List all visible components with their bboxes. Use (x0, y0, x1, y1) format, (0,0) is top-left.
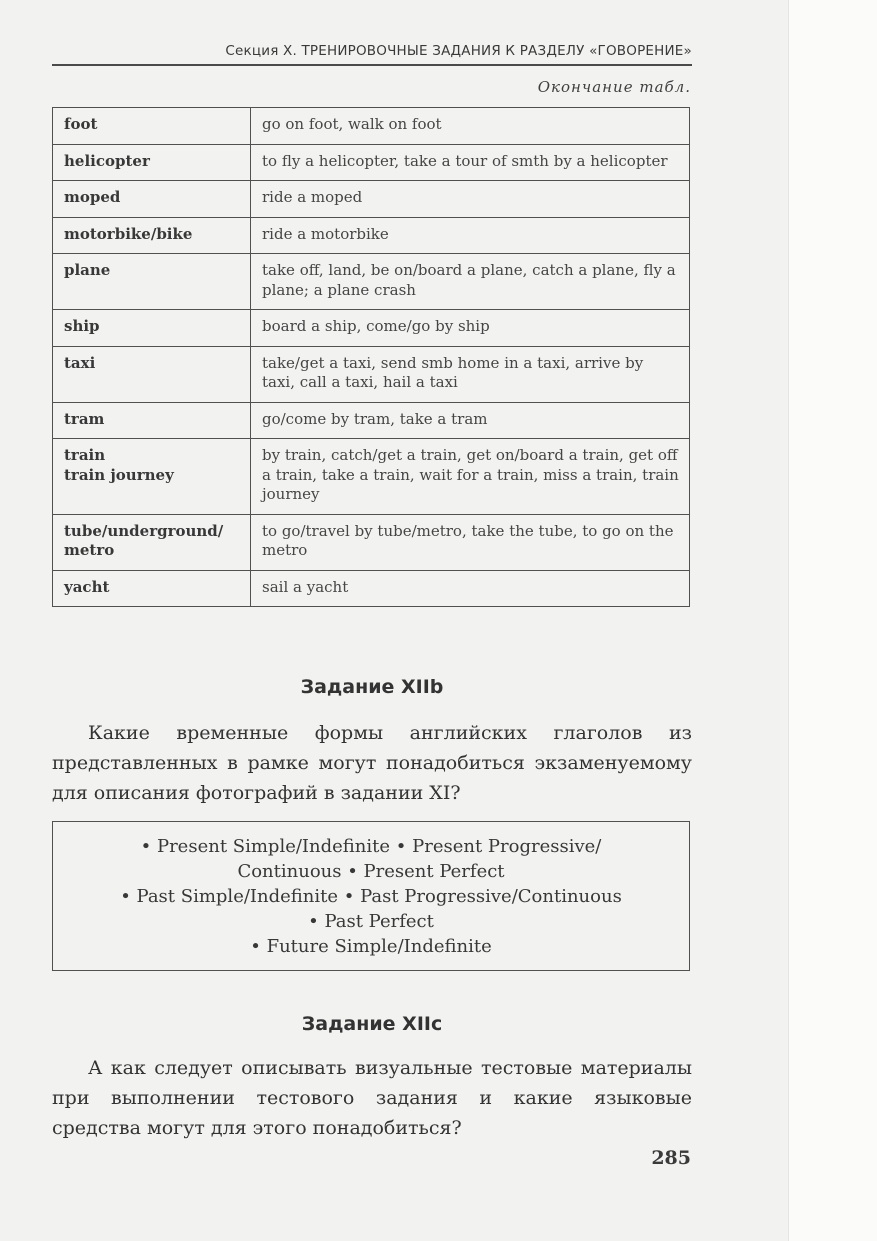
table-row (53, 108, 690, 145)
tenses-line: • Future Simple/Indefinite (250, 936, 492, 957)
tenses-line: Continuous • Present Perfect (237, 861, 505, 882)
transport-table (52, 107, 690, 607)
table-row (53, 402, 690, 439)
transport-word-cell: yacht (53, 570, 251, 607)
transport-word-cell: train train journey (53, 439, 251, 515)
usage-cell: ride a motorbike (251, 217, 690, 254)
transport-word-cell: ship (53, 310, 251, 347)
usage-cell: go/come by tram, take a tram (251, 402, 690, 439)
table-caption: Окончание табл. (537, 78, 691, 96)
usage-cell: by train, catch/get a train, get on/board a train, get off a train, take a train, wait for a train, miss a train, train journey (251, 439, 690, 515)
transport-word-cell: tube/underground/ metro (53, 514, 251, 570)
usage-cell: ride a moped (251, 181, 690, 218)
table-row (53, 217, 690, 254)
task-xiib-question: Какие временные формы английских глаголов из представленных в рамке могут понадобиться экзаменуемому для описания фотографий в задании XI? (52, 722, 692, 804)
table-row (53, 310, 690, 347)
usage-cell: take/get a taxi, send smb home in a taxi, arrive by taxi, call a taxi, hail a taxi (251, 346, 690, 402)
task-xiic-question: А как следует описывать визуальные тестовые материалы при выполнении тестового задания и какие языковые средства могут для этого понадобиться? (52, 1057, 692, 1139)
usage-cell: take off, land, be on/board a plane, catch a plane, fly a plane; a plane crash (251, 254, 690, 310)
page-number: 285 (651, 1147, 691, 1169)
usage-cell: go on foot, walk on foot (251, 108, 690, 145)
transport-word-cell: tram (53, 402, 251, 439)
table-row (53, 181, 690, 218)
transport-word-cell: plane (53, 254, 251, 310)
table-row (53, 514, 690, 570)
tenses-line: • Present Simple/Indefinite • Present Progressive/ (140, 836, 602, 857)
tenses-box (52, 821, 690, 971)
usage-cell: sail a yacht (251, 570, 690, 607)
usage-cell: to fly a helicopter, take a tour of smth by a helicopter (251, 144, 690, 181)
tenses-line: • Past Perfect (308, 911, 434, 932)
usage-cell: board a ship, come/go by ship (251, 310, 690, 347)
task-xiib-title: Задание XIIb (300, 676, 444, 698)
task-xiic-title: Задание XIIc (301, 1013, 443, 1035)
usage-cell: to go/travel by tube/metro, take the tube, to go on the metro (251, 514, 690, 570)
table-row (53, 144, 690, 181)
transport-word-cell: moped (53, 181, 251, 218)
table-row (53, 439, 690, 515)
page-margin-strip (788, 0, 877, 1241)
table-row (53, 570, 690, 607)
table-row (53, 254, 690, 310)
running-header: Секция X. ТРЕНИРОВОЧНЫЕ ЗАДАНИЯ К РАЗДЕЛУ «ГОВОРЕНИЕ» (52, 38, 692, 66)
transport-word-cell: taxi (53, 346, 251, 402)
tenses-line: • Past Simple/Indefinite • Past Progressive/Continuous (120, 886, 622, 907)
transport-word-cell: foot (53, 108, 251, 145)
transport-word-cell: motorbike/bike (53, 217, 251, 254)
transport-word-cell: helicopter (53, 144, 251, 181)
table-row (53, 346, 690, 402)
